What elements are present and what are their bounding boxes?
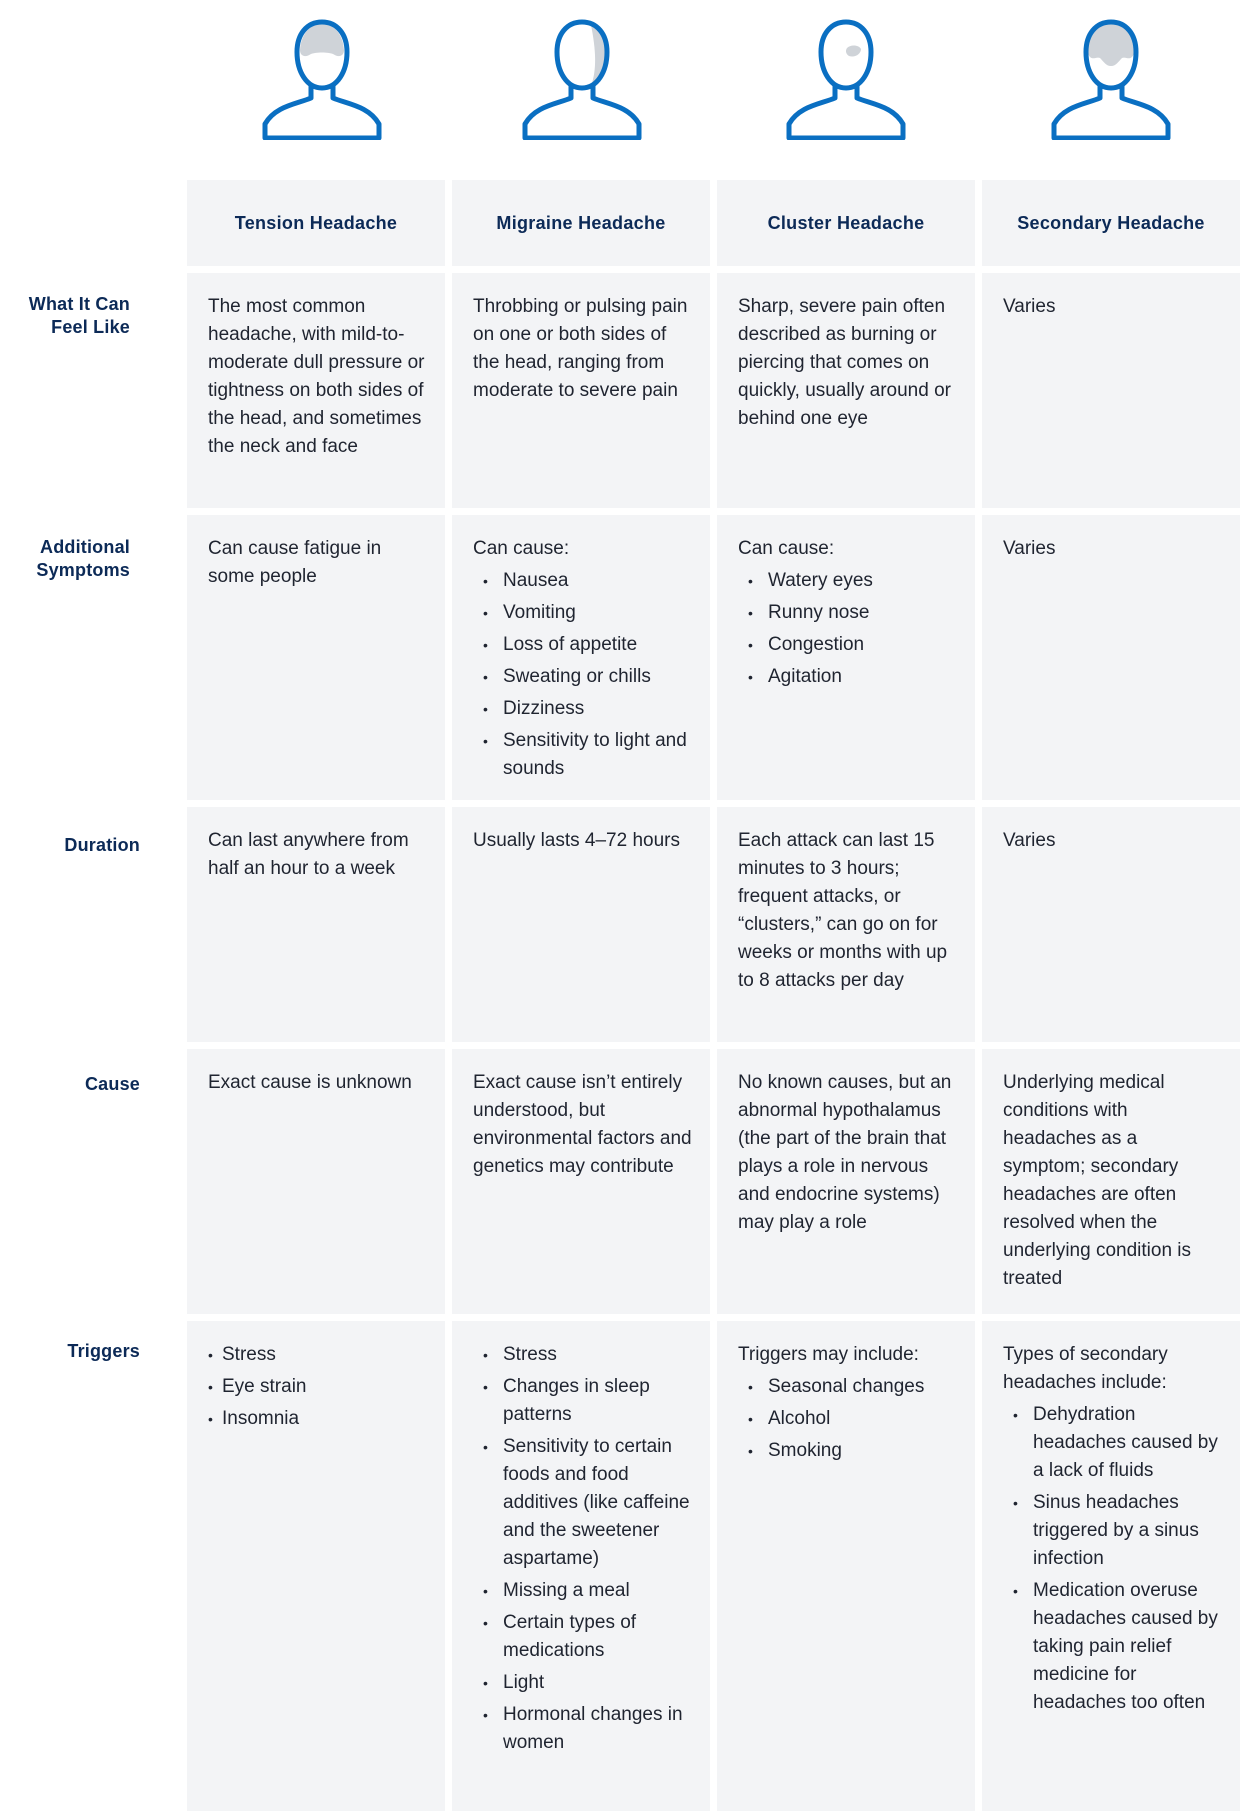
column-header-migraine: Migraine Headache: [452, 180, 710, 266]
tension-head-icon: [257, 10, 387, 140]
cell-text: Varies: [1003, 296, 1056, 317]
list-item: • Eye strain: [208, 1373, 427, 1401]
cell-text: Usually lasts 4–72 hours: [473, 830, 680, 851]
list-item: • Seasonal changes: [738, 1373, 957, 1401]
cell-text: No known causes, but an abnormal hypothalamus (the part of the brain that plays a role in nervous and endocrine systems) may play a role: [738, 1072, 952, 1233]
list-item: • Agitation: [738, 663, 957, 691]
cell-text: Each attack can last 15 minutes to 3 hours; frequent attacks, or “clusters,” can go on for weeks or months with up to 8 attacks per day: [738, 830, 948, 991]
cell-tension-cause: [187, 1049, 445, 1314]
cell-secondary-feel: [982, 273, 1240, 508]
list-item: • Medication overuse headaches caused by taking pain relief medicine for headaches too often: [1003, 1577, 1222, 1717]
cell-migraine-feel: [452, 273, 710, 508]
column-header-tension: Tension Headache: [187, 180, 445, 266]
cell-cluster-triggers: [717, 1321, 975, 1811]
list-item: • Missing a meal: [473, 1577, 692, 1605]
list-item: • Stress: [473, 1341, 692, 1369]
cell-tension-triggers: [187, 1321, 445, 1811]
cell-intro: Triggers may include:: [738, 1344, 919, 1365]
cell-cluster-cause: [717, 1049, 975, 1314]
cell-tension-symptoms: [187, 515, 445, 800]
secondary-head-icon: [1046, 10, 1176, 140]
cell-text: Sharp, severe pain often described as burning or piercing that comes on quickly, usually around or behind one eye: [738, 296, 951, 429]
cell-intro: Types of secondary headaches include:: [1003, 1344, 1168, 1393]
cell-secondary-symptoms: [982, 515, 1240, 800]
cell-text: The most common headache, with mild-to-moderate dull pressure or tightness on both sides of the head, and sometimes the neck and face: [208, 296, 425, 457]
list-item: • Light: [473, 1669, 692, 1697]
cell-secondary-triggers: [982, 1321, 1240, 1811]
cell-migraine-symptoms: [452, 515, 710, 800]
list-item: • Hormonal changes in women: [473, 1701, 692, 1757]
list-item: • Loss of appetite: [473, 631, 692, 659]
cell-text: Underlying medical conditions with headaches as a symptom; secondary headaches are often resolved when the underlying condition is treated: [1003, 1072, 1192, 1289]
cell-text: Throbbing or pulsing pain on one or both sides of the head, ranging from moderate to severe pain: [473, 296, 688, 401]
list-item: • Watery eyes: [738, 567, 957, 595]
list-item: • Sinus headaches triggered by a sinus infection: [1003, 1489, 1222, 1573]
column-header-cluster: Cluster Headache: [717, 180, 975, 266]
row-label-duration: Duration: [64, 835, 140, 855]
list-item: • Vomiting: [473, 599, 692, 627]
list-item: • Stress: [208, 1341, 427, 1369]
cell-text: Can last anywhere from half an hour to a week: [208, 830, 409, 879]
cell-text: Can cause fatigue in some people: [208, 538, 382, 587]
cell-intro: Can cause:: [738, 538, 835, 559]
list-item: • Changes in sleep patterns: [473, 1373, 692, 1429]
symptom-list: [473, 567, 692, 783]
column-header-secondary: Secondary Headache: [982, 180, 1240, 266]
list-item: • Nausea: [473, 567, 692, 595]
trigger-list: [208, 1341, 427, 1433]
list-item: • Certain types of medications: [473, 1609, 692, 1665]
trigger-list: [473, 1341, 692, 1757]
list-item: • Insomnia: [208, 1405, 427, 1433]
cell-secondary-duration: [982, 807, 1240, 1042]
row-label-cause: Cause: [84, 1074, 140, 1094]
row-label-symptoms: Additional Symptoms: [36, 537, 130, 580]
list-item: • Runny nose: [738, 599, 957, 627]
migraine-head-icon: [517, 10, 647, 140]
cell-tension-feel: [187, 273, 445, 508]
list-item: • Sweating or chills: [473, 663, 692, 691]
list-item: • Congestion: [738, 631, 957, 659]
list-item: • Sensitivity to certain foods and food additives (like caffeine and the sweetener aspartame): [473, 1433, 692, 1573]
symptom-list: [738, 567, 957, 691]
list-item: • Smoking: [738, 1437, 957, 1465]
cell-cluster-feel: [717, 273, 975, 508]
cell-text: Varies: [1003, 538, 1056, 559]
trigger-list: [738, 1373, 957, 1465]
cell-migraine-cause: [452, 1049, 710, 1314]
cell-cluster-duration: [717, 807, 975, 1042]
row-label-feel: What It Can Feel Like: [28, 294, 130, 337]
cell-migraine-triggers: [452, 1321, 710, 1811]
cell-text: Exact cause is unknown: [208, 1072, 412, 1093]
list-item: • Alcohol: [738, 1405, 957, 1433]
list-item: • Dehydration headaches caused by a lack of fluids: [1003, 1401, 1222, 1485]
cell-text: Exact cause isn’t entirely understood, but environmental factors and genetics may contribute: [473, 1072, 692, 1177]
cell-intro: Can cause:: [473, 538, 570, 559]
cluster-head-icon: [781, 10, 911, 140]
cell-secondary-cause: [982, 1049, 1240, 1314]
trigger-list: [1003, 1401, 1222, 1717]
cell-cluster-symptoms: [717, 515, 975, 800]
cell-migraine-duration: [452, 807, 710, 1042]
list-item: • Sensitivity to light and sounds: [473, 727, 692, 783]
list-item: • Dizziness: [473, 695, 692, 723]
cell-text: Varies: [1003, 830, 1056, 851]
row-label-triggers: Triggers: [67, 1341, 140, 1361]
cell-tension-duration: [187, 807, 445, 1042]
